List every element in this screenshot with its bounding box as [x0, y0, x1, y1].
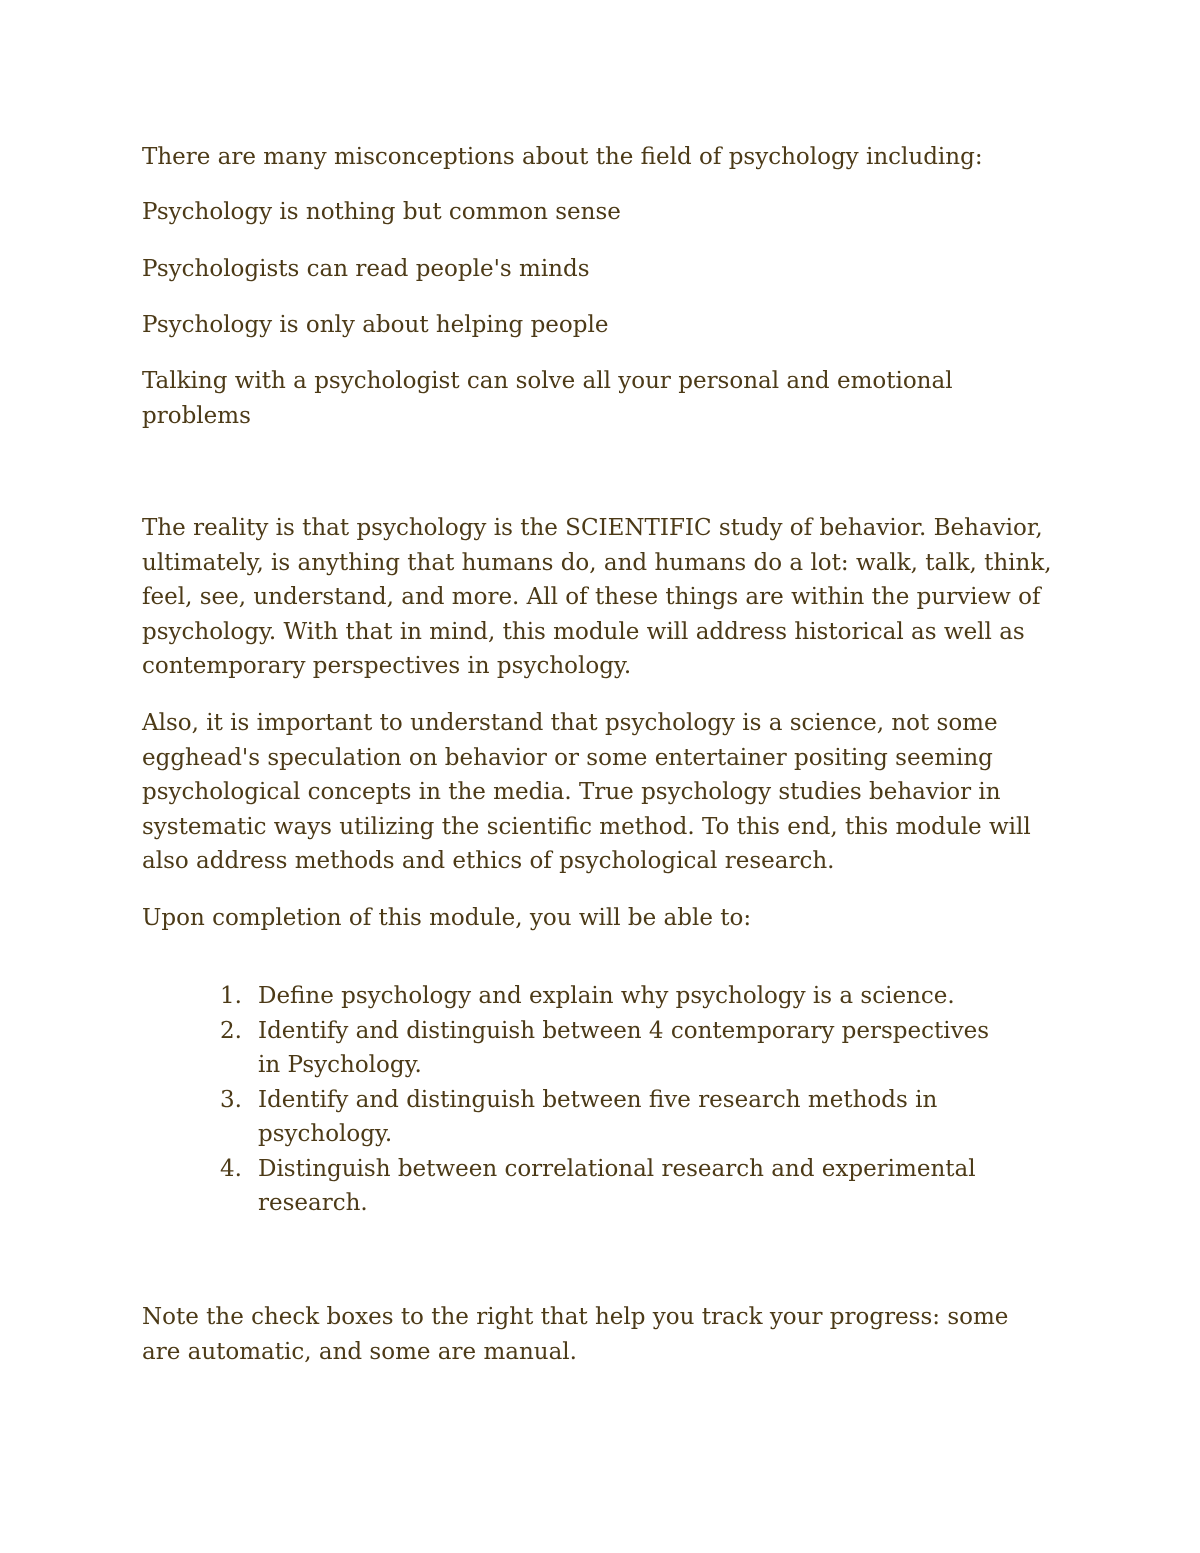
list-item-text: Distinguish between correlational research and experimental research. — [258, 1155, 976, 1216]
list-item-text: Define psychology and explain why psychology is a science. — [258, 983, 955, 1009]
misconception-3: Psychology is only about helping people — [142, 312, 609, 338]
list-item-text: Identify and distinguish between five research methods in psychology. — [258, 1086, 938, 1147]
list-item-text: Identify and distinguish between 4 contemporary perspectives in Psychology. — [258, 1017, 990, 1078]
list-item — [142, 1152, 998, 1221]
objectives-intro: Upon completion of this module, you will be able to: — [142, 905, 752, 931]
list-item — [142, 979, 998, 1014]
science-paragraph: Also, it is important to understand that psychology is a science, not some egghead's speculation on behavior or some entertainer positing seeming psychological concepts in the media. True psychology studies behavior in systematic ways utilizing the scientific method. To this end, this module will also address methods and ethics of psychological research. — [142, 710, 1031, 874]
misconception-1: Psychology is nothing but common sense — [142, 199, 621, 225]
misconception-2: Psychologists can read people's minds — [142, 256, 590, 282]
misconception-4: Talking with a psychologist can solve all your personal and emotional problems — [142, 368, 953, 429]
reality-paragraph: The reality is that psychology is the SCIENTIFIC study of behavior. Behavior, ultimately, is anything that humans do, and humans do a lot: walk, talk, think, feel, see, understand, and more. All of these things are within the purview of psychology. With that in mind, this module will address historical as well as contemporary perspectives in psychology. — [142, 515, 1052, 679]
progress-note: Note the check boxes to the right that help you track your progress: some are automatic, and some are manual. — [142, 1304, 1009, 1365]
objectives-list — [142, 979, 1072, 1221]
list-item-number: 4. — [220, 1155, 242, 1182]
list-item-number: 1. — [220, 983, 242, 1009]
intro-text: There are many misconceptions about the field of psychology including: — [142, 144, 983, 170]
list-item — [142, 1014, 998, 1083]
list-item-number: 2. — [220, 1017, 242, 1044]
list-item — [142, 1083, 998, 1152]
list-item-number: 3. — [220, 1086, 242, 1113]
